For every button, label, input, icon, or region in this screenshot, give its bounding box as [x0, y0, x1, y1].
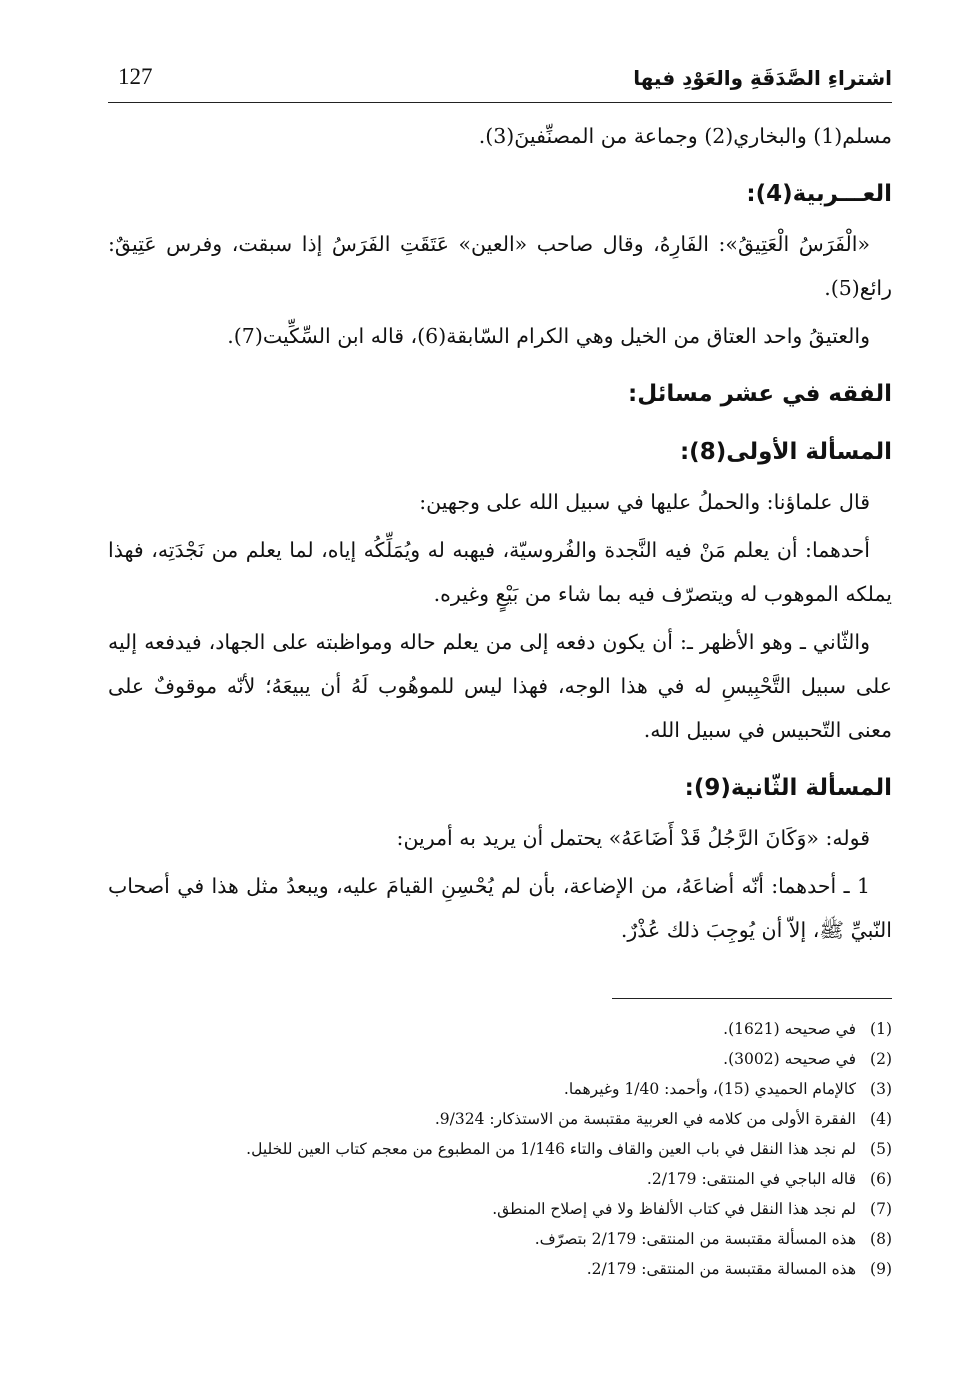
footnote-number: (4): [870, 1110, 892, 1128]
footnote-item: [108, 1104, 892, 1134]
footnote-text: الفقرة الأولى من كلامه في العربية مقتبسة من الاستذكار: 9/324.: [434, 1110, 856, 1128]
footnote-text: كالإمام الحميدي (15)، وأحمد: 1/40 وغيرهما.: [563, 1080, 856, 1098]
footnote-text: قاله الباجي في المنتقى: 2/179.: [646, 1170, 856, 1188]
footnote-item: [108, 1044, 892, 1074]
paragraph: 1 ـ أحدهما: أنّه أضاعَهُ، من الإضاعة، بأن لم يُحْسِنِ القيامَ عليه، ويبعدُ مثل هذا في أصحاب النّبيِّ ﷺ، إلاّ أن يُوجِبَ ذلك عُذْرٌ.: [108, 874, 892, 942]
footnote-text: في صحيحه (1621).: [723, 1020, 856, 1038]
footnote-text: لم نجد هذا النقل في كتاب الألفاظ ولا في إصلاح المنطق.: [492, 1200, 856, 1218]
section-heading-second-issue: المسألة الثّانية(9):: [684, 775, 892, 801]
footnote-number: (1): [870, 1020, 892, 1038]
paragraph: قال علماؤنا: والحملُ عليها في سبيل الله على وجهين:: [419, 490, 870, 514]
paragraph: والعتيقُ واحد العتاق من الخيل وهي الكرام السّابقة(6)، قاله ابن السِّكِّيت(7).: [227, 324, 870, 348]
section-heading-first-issue: المسألة الأولى(8):: [679, 439, 892, 465]
footnote-item: [108, 1074, 892, 1104]
footnote-item: [108, 1014, 892, 1044]
footnote-item: [108, 1164, 892, 1194]
footnote-item: [108, 1134, 892, 1164]
paragraph: «الْفَرَسُ الْعَتِيقُ»: الفَارِهُ، وقال صاحب «العين» عَتَقَتِ الفَرَسُ إذا سبقت، وفرس عَتِيقٌ: رائع(5).: [108, 232, 892, 300]
footnote-text: لم نجد هذا النقل في باب العين والقاف والتاء 1/146 من المطبوع من معجم كتاب العين للخليل.: [246, 1140, 856, 1158]
section-heading-fiqh: الفقه في عشر مسائل:: [628, 381, 892, 407]
main-text: [108, 114, 892, 956]
footnote-item: [108, 1224, 892, 1254]
footnote-number: (7): [870, 1200, 892, 1218]
footnote-divider: [612, 998, 892, 999]
running-title: اشتراءِ الصَّدَقَةِ والعَوْدِ فيها: [633, 66, 892, 90]
paragraph: والثّاني ـ وهو الأظهر ـ: أن يكون دفعه إلى من يعلم حاله ومواظبته على الجهاد، فيدفعه إليه على سبيل التَّحْبِيسِ له في هذا الوجه، فهذا ليس للموهُوب لَهُ أن يبيعَهُ؛ لأنّه موقوفٌ على معنى التّحبيس في سبيل الله.: [108, 630, 892, 742]
footnote-item: [108, 1194, 892, 1224]
page-number: 127: [118, 64, 153, 89]
footnote-number: (6): [870, 1170, 892, 1188]
footnote-text: في صحيحه (3002).: [723, 1050, 856, 1068]
footnote-number: (3): [870, 1080, 892, 1098]
footnote-number: (5): [870, 1140, 892, 1158]
section-heading-arabic-language: العـــربية(4):: [746, 181, 892, 207]
footnote-number: (2): [870, 1050, 892, 1068]
paragraph: أحدهما: أن يعلم مَنْ فيه النَّجدة والفُروسيّة، فيهبه له ويُمَلِّكُه إياه، لما يعلم من نَجْدَتِه، فهذا يملكه الموهوب له ويتصرّف فيه بما شاء من بَيْعٍ وغيره.: [108, 538, 892, 606]
page-header: [108, 58, 892, 103]
paragraph: مسلم(1) والبخاري(2) وجماعة من المصنِّفينَ(3).: [478, 124, 892, 148]
footnote-item: [108, 1254, 892, 1284]
footnote-text: هذه المسألة مقتبسة من المنتقى: 2/179 بتصرّف.: [534, 1230, 856, 1248]
footnote-number: (9): [870, 1260, 892, 1278]
footnote-number: (8): [870, 1230, 892, 1248]
footnote-text: هذه المسالة مقتبسة من المنتقى: 2/179.: [586, 1260, 856, 1278]
footnotes: [108, 1014, 892, 1284]
paragraph: قوله: «وَكَانَ الرَّجُلُ قَدْ أَضَاعَهُ» يحتمل أن يريد به أمرين:: [396, 826, 870, 850]
